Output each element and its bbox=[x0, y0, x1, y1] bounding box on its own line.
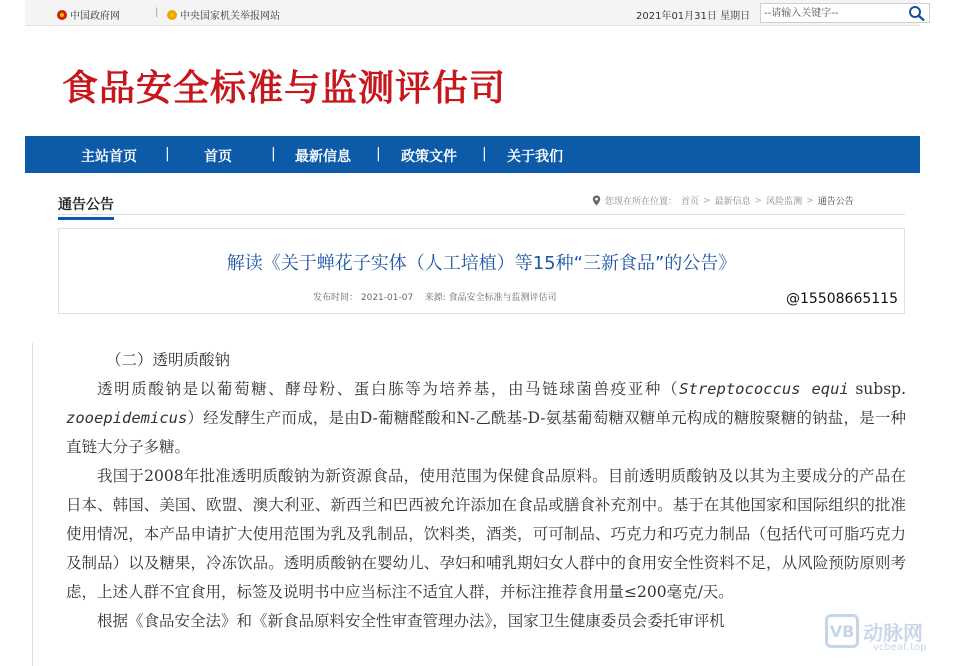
article-title: 解读《关于蝉花子实体（人工培植）等15种“三新食品”的公告》 bbox=[226, 253, 737, 274]
breadcrumb-current[interactable]: 通告公告 bbox=[817, 197, 854, 207]
content-border bbox=[32, 343, 33, 666]
main-nav bbox=[25, 136, 920, 173]
paragraph-1 bbox=[66, 375, 906, 462]
article-meta: 发布时间： 2021-01-07 来源: 食品安全标准与监测评估司 bbox=[313, 293, 557, 303]
nav-divider: | bbox=[376, 146, 381, 162]
section-title: 通告公告 bbox=[58, 194, 114, 220]
vcbeat-watermark bbox=[825, 614, 927, 653]
content-subheading: （二）透明质酸钠 bbox=[106, 351, 231, 369]
breadcrumb-separator: > bbox=[703, 195, 711, 206]
nav-item-latest-info[interactable]: 最新信息 bbox=[295, 149, 351, 165]
nav-item-main-home[interactable]: 主站首页 bbox=[81, 149, 137, 165]
nav-divider: | bbox=[482, 146, 487, 162]
nav-item-about[interactable]: 关于我们 bbox=[507, 149, 563, 165]
nav-item-policy[interactable]: 政策文件 bbox=[401, 149, 457, 165]
search-input[interactable] bbox=[764, 6, 904, 20]
nav-item-home[interactable]: 首页 bbox=[204, 149, 232, 165]
site-title: 食品安全标准与监测评估司 bbox=[62, 68, 507, 109]
vcbeat-logo-icon: VB bbox=[825, 614, 859, 648]
watermark-url: vcbeat.top bbox=[873, 642, 927, 653]
p1-text-mid: subsp. bbox=[848, 380, 906, 398]
location-pin-icon bbox=[592, 195, 601, 206]
author-handle: @15508665115 bbox=[786, 291, 898, 307]
species-name-italic: Streptococcus equi bbox=[679, 380, 849, 398]
nav-divider: | bbox=[165, 146, 170, 162]
breadcrumb-risk-monitoring[interactable]: 风险监测 bbox=[766, 197, 803, 207]
top-bar bbox=[25, 0, 920, 26]
breadcrumb-separator: > bbox=[806, 195, 814, 206]
breadcrumb-latest-info[interactable]: 最新信息 bbox=[714, 197, 751, 207]
gov-portal-link[interactable] bbox=[57, 7, 120, 22]
topbar-divider: | bbox=[155, 7, 159, 18]
report-site-icon bbox=[167, 10, 177, 20]
breadcrumb-separator: > bbox=[754, 195, 763, 206]
search-box bbox=[760, 3, 930, 23]
paragraph-2: 我国于2008年批准透明质酸钠为新资源食品，使用范围为保健食品原料。目前透明质酸钠及以其为主要成分的产品在日本、韩国、美国、欧盟、澳大利亚、新西兰和巴西被允许添加在食品或膳食补充剂中。基于在其他国家和国际组织的批准使用情况，本产品申请扩大使用范围为乳及乳制品，饮料类，酒类，可可制品、巧克力和巧克力制品（包括代可可脂巧克力及制品）以及糖果，冷冻饮品。透明质酸钠在婴幼儿、孕妇和哺乳期妇女人群中的食用安全性资料不足，从风险预防原则考虑，上述人群不宜食用，标签及说明书中应当标注不适宜人群，并标注推荐食用量≤200毫克/天。 bbox=[66, 467, 906, 601]
watermark-brand: 动脉网 bbox=[863, 620, 923, 645]
report-site-link[interactable] bbox=[167, 7, 280, 22]
nav-divider: | bbox=[271, 146, 276, 162]
p1-text-before: 透明质酸钠是以葡萄糖、酵母粉、蛋白胨等为培养基，由马链球菌兽疫亚种（ bbox=[97, 380, 680, 398]
article-header bbox=[58, 228, 905, 314]
gov-portal-label: 中国政府网 bbox=[70, 11, 120, 22]
p1-text-after: ）经发酵生产而成，是由D-葡糖醛酸和N-乙酰基-D-氨基葡萄糖双糖单元构成的糖胺聚糖的钠盐，是一种直链大分子多糖。 bbox=[66, 409, 906, 456]
paragraph-3: 根据《食品安全法》和《新食品原料安全性审查管理办法》，国家卫生健康委员会委托审评机 bbox=[97, 612, 725, 630]
national-emblem-icon bbox=[57, 10, 67, 20]
breadcrumb-home[interactable]: 首页 bbox=[681, 197, 700, 207]
current-date: 2021年01月31日 星期日 bbox=[636, 11, 751, 22]
breadcrumb bbox=[592, 194, 854, 207]
article-body bbox=[66, 346, 906, 636]
breadcrumb-prefix: 您现在所在位置： bbox=[605, 197, 678, 207]
section-divider bbox=[58, 214, 905, 215]
report-site-label: 中央国家机关举报网站 bbox=[180, 11, 280, 22]
search-icon[interactable] bbox=[908, 5, 926, 22]
subspecies-name-italic: zooepidemicus bbox=[66, 409, 188, 427]
